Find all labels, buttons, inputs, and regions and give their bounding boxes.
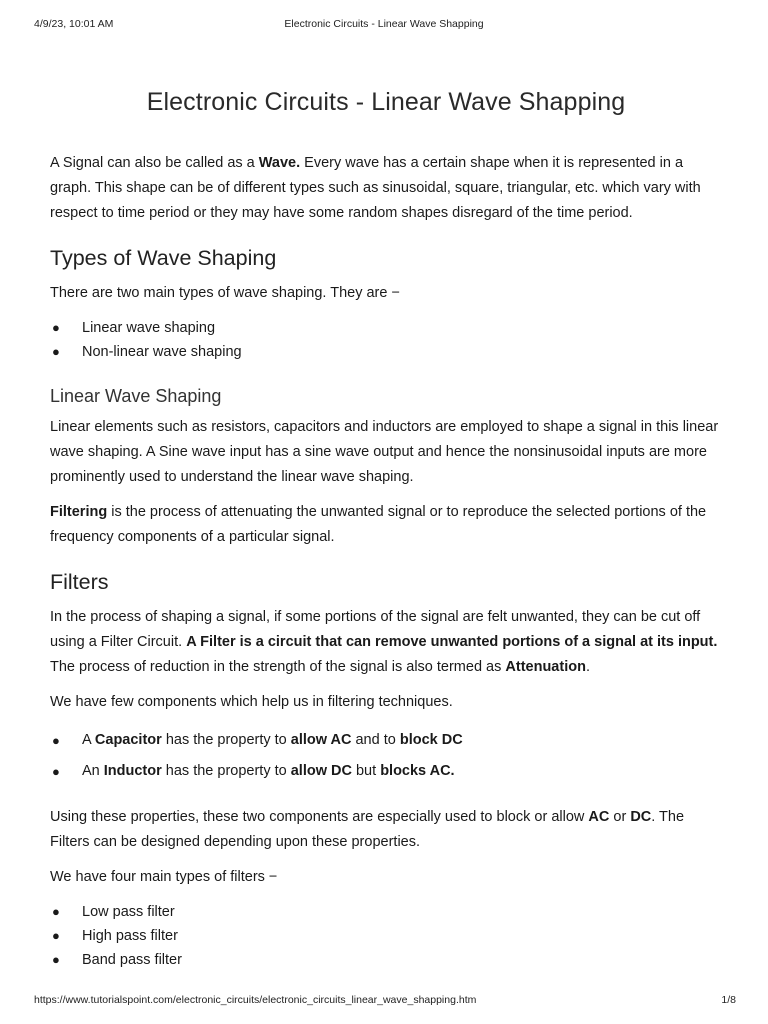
types-intro: There are two main types of wave shaping. They are − <box>50 285 400 301</box>
list-item: ● An Inductor has the property to allow DC but blocks AC. <box>50 756 722 787</box>
bullet-icon: ● <box>52 764 60 779</box>
bullet-icon: ● <box>52 928 60 943</box>
bullet-icon: ● <box>52 904 60 919</box>
bullet-icon: ● <box>52 733 60 748</box>
heading-linear-wave-shaping: Linear Wave Shaping <box>50 386 222 406</box>
print-header-title: Electronic Circuits - Linear Wave Shapping <box>284 18 484 30</box>
heading-types-of-wave-shaping: Types of Wave Shaping <box>50 246 277 270</box>
components-list <box>50 725 722 787</box>
list-item: ● Non-linear wave shaping <box>50 340 722 364</box>
list-item: ● High pass filter <box>50 924 722 948</box>
list-item: ● Low pass filter <box>50 900 722 924</box>
page-title: Electronic Circuits - Linear Wave Shapping <box>146 88 626 116</box>
bullet-icon: ● <box>52 344 60 359</box>
heading-filters: Filters <box>50 570 109 594</box>
print-date: 4/9/23, 10:01 AM <box>34 18 114 30</box>
bullet-icon: ● <box>52 952 60 967</box>
list-item: ● A Capacitor has the property to allow AC and to block DC <box>50 725 722 756</box>
list-item: ● Linear wave shaping <box>50 316 722 340</box>
print-footer-url: https://www.tutorialspoint.com/electronic_circuits/electronic_circuits_linear_wave_shapping.htm <box>34 994 477 1006</box>
filters-paragraph-3: Using these properties, these two components are especially used to block or allow AC or DC. The Filters can be designed depending upon these properties. <box>50 809 685 850</box>
linear-paragraph-1: Linear elements such as resistors, capacitors and inductors are employed to shape a signal in this linear wave shaping. A Sine wave input has a sine wave output and hence the nonsinusoidal inputs are more prominently used to understand the linear wave shaping. <box>50 419 719 485</box>
filter-types-list <box>50 900 722 972</box>
document-body <box>50 88 722 982</box>
filters-paragraph-1: In the process of shaping a signal, if some portions of the signal are felt unwanted, they can be cut off using a Filter Circuit. A Filter is a circuit that can remove unwanted portions of a signal at its input. The process of reduction in the strength of the signal is also termed as Attenuation. <box>50 609 718 675</box>
page-number: 1/8 <box>721 994 736 1006</box>
filtering-paragraph: Filtering is the process of attenuating the unwanted signal or to reproduce the selected portions of the frequency components of a particular signal. <box>50 504 707 545</box>
intro-paragraph: A Signal can also be called as a Wave. Every wave has a certain shape when it is represented in a graph. This shape can be of different types such as sinusoidal, square, triangular, etc. which vary with respect to time period or they may have some random shapes disregard of the time period. <box>50 155 701 221</box>
list-item: ● Band pass filter <box>50 948 722 972</box>
filters-paragraph-2: We have few components which help us in filtering techniques. <box>50 694 453 710</box>
bullet-icon: ● <box>52 320 60 335</box>
types-list <box>50 316 722 364</box>
filters-paragraph-4: We have four main types of filters − <box>50 869 278 885</box>
